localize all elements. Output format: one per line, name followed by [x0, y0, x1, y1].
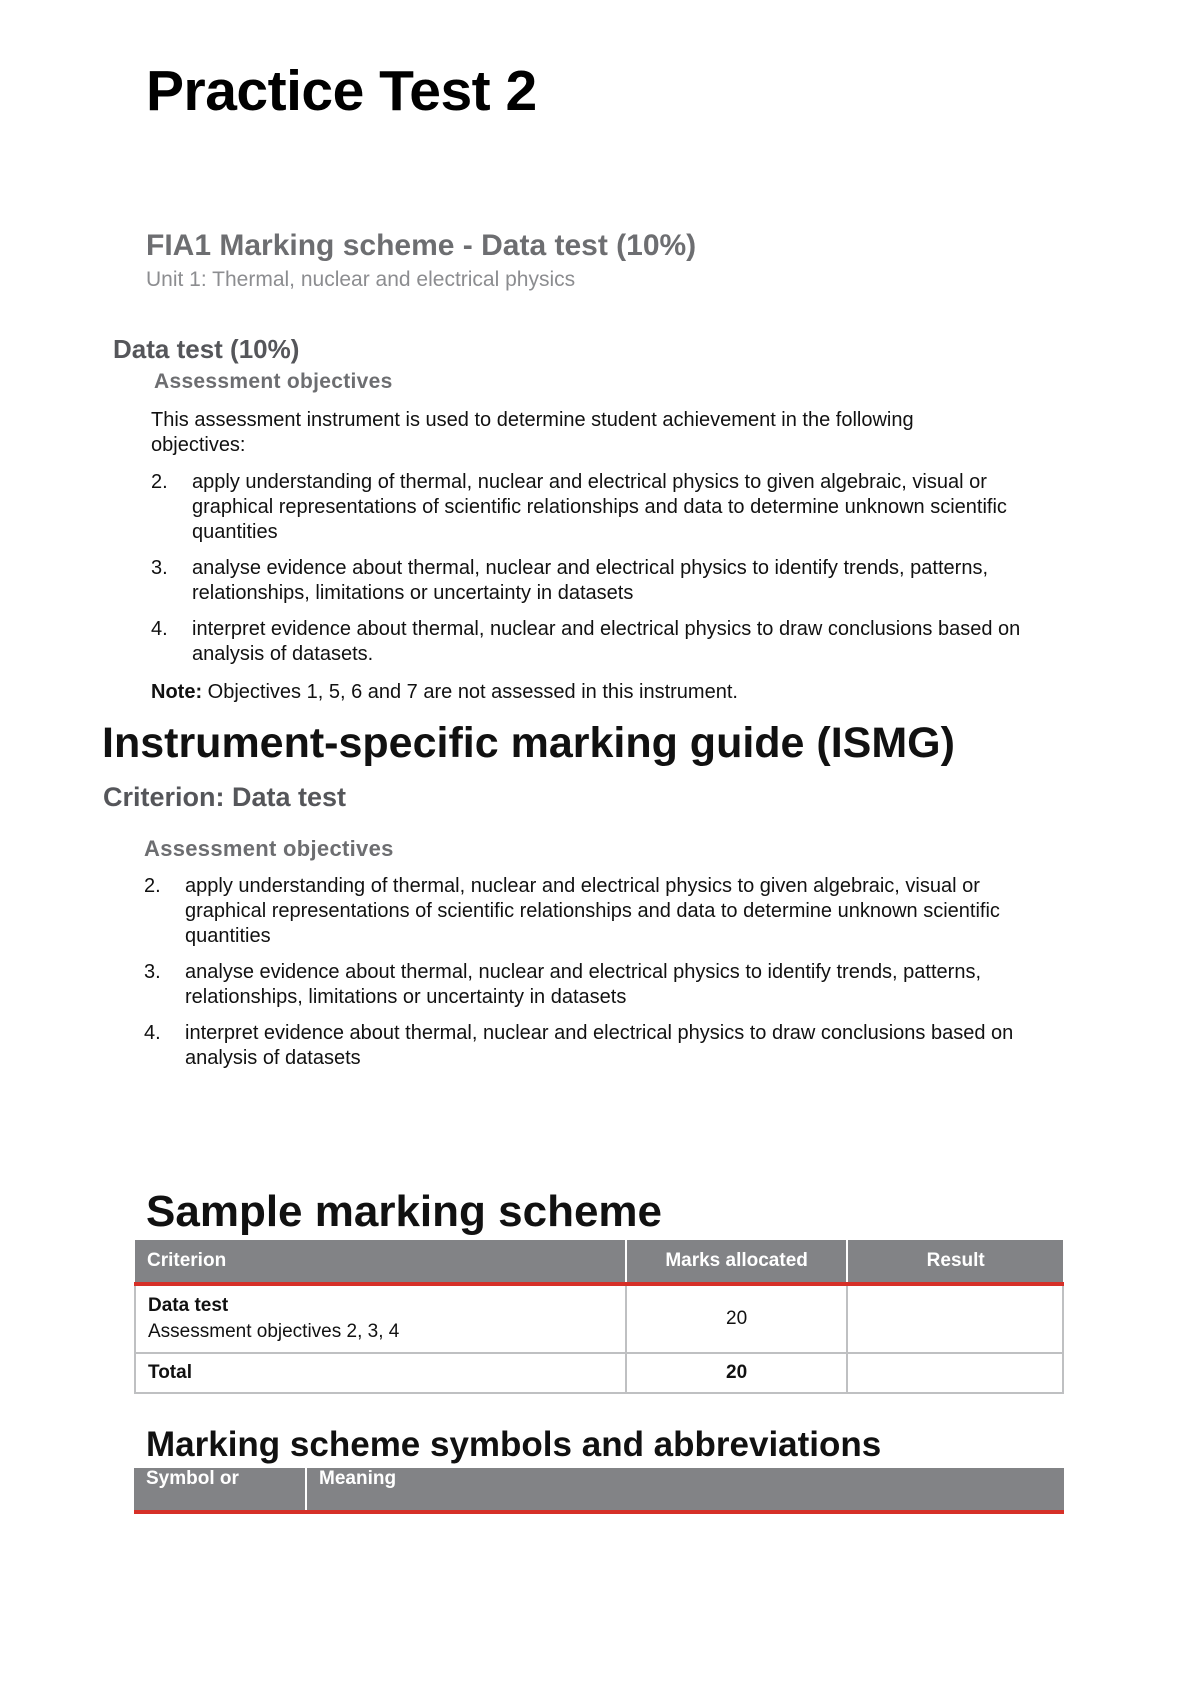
list-text: interpret evidence about thermal, nuclear and electrical physics to draw conclusions based on analysis of datasets. — [192, 618, 1021, 665]
symbols-table — [134, 1468, 1064, 1514]
marking-scheme-heading: FIA1 Marking scheme - Data test (10%) — [146, 229, 697, 262]
criterion-heading: Criterion: Data test — [103, 782, 347, 812]
assessment-objectives-heading: Assessment objectives — [154, 370, 393, 393]
intro-paragraph: This assessment instrument is used to determine student achievement in the following objectives: — [151, 409, 914, 456]
table-row — [135, 1284, 1063, 1353]
list-text: interpret evidence about thermal, nuclear and electrical physics to draw conclusions based on analysis of datasets — [185, 1022, 1014, 1069]
note-label: Note: — [151, 681, 203, 703]
column-header-meaning: Meaning — [306, 1468, 1064, 1512]
list-text: analyse evidence about thermal, nuclear and electrical physics to identify trends, patterns, relationships, limitations or uncertainty in datasets — [192, 557, 988, 604]
list-text: apply understanding of thermal, nuclear and electrical physics to given algebraic, visual or graphical representations of scientific relationships and data to determine unknown scientific quantities — [185, 875, 1000, 947]
list-number: 2. — [144, 875, 161, 897]
column-header-marks: Marks allocated — [626, 1240, 848, 1284]
marking-scheme-table — [134, 1240, 1064, 1394]
total-result-cell[interactable] — [847, 1353, 1063, 1393]
list-item — [144, 1021, 1065, 1071]
list-item — [151, 470, 1052, 545]
list-text: apply understanding of thermal, nuclear and electrical physics to given algebraic, visual or graphical representations of scientific relationships and data to determine unknown scientific quantities — [192, 471, 1007, 543]
list-item — [144, 960, 1065, 1010]
total-marks: 20 — [626, 1353, 848, 1393]
list-text: analyse evidence about thermal, nuclear and electrical physics to identify trends, patterns, relationships, limitations or uncertainty in datasets — [185, 961, 981, 1008]
total-label: Total — [135, 1353, 626, 1393]
column-header-result: Result — [847, 1240, 1063, 1284]
list-number: 4. — [144, 1022, 161, 1044]
table-row — [135, 1353, 1063, 1393]
data-test-heading: Data test (10%) — [113, 334, 300, 364]
criterion-name: Data test — [148, 1295, 229, 1316]
ismg-heading: Instrument-specific marking guide (ISMG) — [102, 719, 955, 767]
note — [151, 681, 738, 704]
list-number: 4. — [151, 618, 168, 640]
result-cell[interactable] — [847, 1284, 1063, 1353]
table-header-row — [134, 1468, 1064, 1512]
ismg-assessment-objectives-heading: Assessment objectives — [144, 836, 394, 861]
column-header-criterion: Criterion — [135, 1240, 626, 1284]
table-header-row — [135, 1240, 1063, 1284]
sample-marking-scheme-heading: Sample marking scheme — [146, 1187, 663, 1236]
symbols-heading: Marking scheme symbols and abbreviations — [146, 1425, 882, 1464]
list-item — [151, 556, 1052, 606]
column-header-symbol: Symbol or — [134, 1468, 306, 1512]
criterion-cell — [135, 1284, 626, 1353]
page-title: Practice Test 2 — [146, 59, 537, 123]
criterion-sub: Assessment objectives 2, 3, 4 — [148, 1321, 400, 1342]
list-number: 2. — [151, 471, 168, 493]
unit-subtitle: Unit 1: Thermal, nuclear and electrical physics — [146, 268, 576, 291]
list-item — [144, 874, 1065, 949]
list-number: 3. — [151, 557, 168, 579]
list-number: 3. — [144, 961, 161, 983]
objectives-list — [151, 470, 1052, 678]
ismg-objectives-list — [144, 874, 1065, 1082]
marks-cell: 20 — [626, 1284, 848, 1353]
list-item — [151, 617, 1052, 667]
note-text: Objectives 1, 5, 6 and 7 are not assessed in this instrument. — [202, 681, 738, 703]
